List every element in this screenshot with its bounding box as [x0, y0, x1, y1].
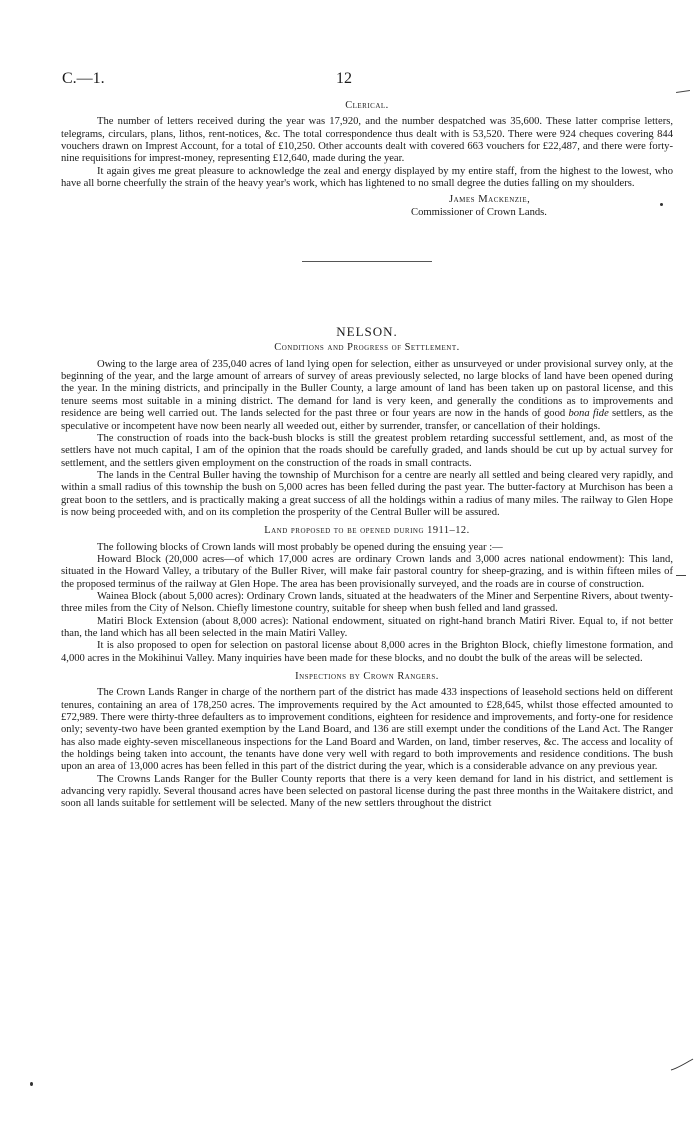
paragraph-text: The construction of roads into the back-bush blocks is still the greatest problem retarding successful settlement, and, as most of the settlers have not much capital, I am of the opinion that the roads should be carefully graded, and lands should be cut up by actual survey for settlement, and the settlers given employment on the construction of the roads in small contracts.	[61, 432, 673, 469]
paragraph-text: It is also proposed to open for selection on pastoral license about 8,000 acres in the Brighton Block, chiefly limestone formation, and 4,000 acres in the Mokihinui Valley. Many inquiries have been made for these blocks, and no doubt the bulk of the areas will be selected.	[61, 640, 673, 664]
section-heading: Conditions and Progress of Settlement.	[274, 342, 460, 354]
paragraph-text: The Crown Lands Ranger in charge of the northern part of the district has made 433 inspections of leasehold sections held on different tenures, containing an area of 178,250 acres. The improvements required by the Act amounted to £28,645, whilst those effected amounted to £72,989. There were thirty-three defaulters as to improvement conditions, eighteen for residence and improvements, and forty-one for residence only; seventy-two have been granted exemption by the Land Board, and 136 are still exempt under the conditions of the Land Act. The Ranger has also made eighty-seven miscellaneous inspections for the Land Board and Warden, on land, timber reserves, &c. The access and locality of the holdings being taken into account, the tenants have done very well with regard to both improvements and residence conditions. The bush upon an area of 13,000 acres has been felled in this part of the district during the year, which is a considerable advance on any previous year.	[61, 687, 673, 773]
clerical-heading: Clerical.	[345, 100, 389, 111]
paragraph-text: The lands in the Central Buller having the township of Murchison for a centre are nearly all settled and being cleared very rapidly, and within a small radius of this township the bush on 5,000 acres has been felled during the past year. The butter-factory at Murchison has been a great boon to the settlers, and is practically making a great success of all the holdings within a radius of many miles. The railway to Glen Hope is now being proceeded with, and on its completion the prosperity of the Central Buller will be assured.	[61, 469, 673, 518]
paragraph	[61, 359, 673, 433]
page-number: 12	[336, 70, 352, 87]
paragraph-text: Howard Block (20,000 acres—of which 17,000 acres are ordinary Crown lands and 3,000 acres national endowment): This land, situated in the Howard Valley, a tributary of the Buller River, will make fair pastoral country for sheep-grazing, and is within fifteen miles of the proposed terminus of the railway at Glen Hope. The area has been provisionally surveyed, and the roads are in course of construction.	[61, 553, 673, 590]
section-divider	[302, 261, 432, 262]
paragraph-text: The following blocks of Crown lands will most probably be opened during the ensuing year :—	[97, 541, 503, 553]
paragraph	[61, 433, 673, 470]
signature-block	[61, 194, 673, 219]
paragraph	[61, 591, 673, 616]
paragraph-text: Owing to the large area of 235,040 acres of land lying open for selection, either as unsurveyed or under provisional survey only, at the beginning of the year, and the large amount of arrears of survey of areas previously selected, no large blocks of land have been opened during the year. In the mining districts, and principally in the Buller County, a large amount of land has been taken up on pastoral license, and this tenure seems most suitable in a mining district. The demand for land is very keen, and generally the conditions as to improvements and residence are being well carried out. The lands selected for the past three or four years are now in the hands of good	[61, 358, 673, 420]
margin-scribble	[670, 1058, 694, 1072]
signature-name: James Mackenzie,	[449, 194, 531, 206]
document-reference: C.—1.	[62, 70, 105, 87]
paragraph-text: The Crowns Lands Ranger for the Buller County reports that there is a very keen demand for land in his district, and settlement is advancing very rapidly. Several thousand acres have been selected on pastoral license during the past three months in the Waitakere district, and soon all lands suitable for settlement will be selected. Many of the new settlers throughout the district	[61, 773, 673, 810]
page-header	[62, 70, 652, 88]
paragraph	[61, 554, 673, 591]
signature-title: Commissioner of Crown Lands.	[411, 206, 547, 218]
paragraph-text: Matiri Block Extension (about 8,000 acres): National endowment, situated on right-hand branch Matiri River. Equal to, if not better than, the land which has all been selected in the main Matiri Valley.	[61, 615, 673, 639]
section-heading: Land proposed to be opened during 1911–12.	[264, 525, 470, 537]
nelson-title: NELSON.	[336, 324, 398, 340]
page-body	[61, 96, 673, 811]
paragraph-text: Wainea Block (about 5,000 acres): Ordinary Crown lands, situated at the headwaters of the Miner and Serpentine Rivers, about twenty-three miles from the City of Nelson. Chiefly limestone country, suitable for sheep when bush felled and land grassed.	[61, 590, 673, 615]
paragraph-text: settlers, as the speculative or incompetent have now been nearly all weeded out, either by surrender, transfer, or cancellation of their holdings.	[61, 408, 673, 432]
paragraph	[61, 470, 673, 519]
margin-mark	[676, 90, 690, 93]
paragraph: It again gives me great pleasure to acknowledge the zeal and energy displayed by my entire staff, from the highest to the lowest, who have all borne cheerfully the strain of the heavy year's work, which has lightened to no small degree the duties falling on my shoulders.	[61, 165, 673, 190]
margin-mark	[676, 575, 686, 576]
paragraph	[61, 640, 673, 665]
nelson-sections	[61, 342, 673, 810]
section-heading: Inspections by Crown Rangers.	[295, 671, 439, 683]
margin-dot	[30, 1082, 33, 1086]
paragraph	[61, 616, 673, 641]
italic-text: bona fide	[568, 408, 609, 420]
paragraph	[61, 774, 673, 811]
paragraph	[61, 687, 673, 773]
paragraph: The number of letters received during the year was 17,920, and the number despatched was 35,600. These latter comprise letters, telegrams, circulars, plans, lithos, rent-notices, &c. The total correspondence thus dealt with is 53,520. There were 924 cheques covering 844 vouchers drawn on Imprest Account, for a total of £10,250. Other accounts dealt with covered 663 vouchers for £22,487, and there were forty-nine requisitions for imprest-money, representing £12,640, made during the year.	[61, 116, 673, 165]
paragraph	[61, 542, 673, 554]
